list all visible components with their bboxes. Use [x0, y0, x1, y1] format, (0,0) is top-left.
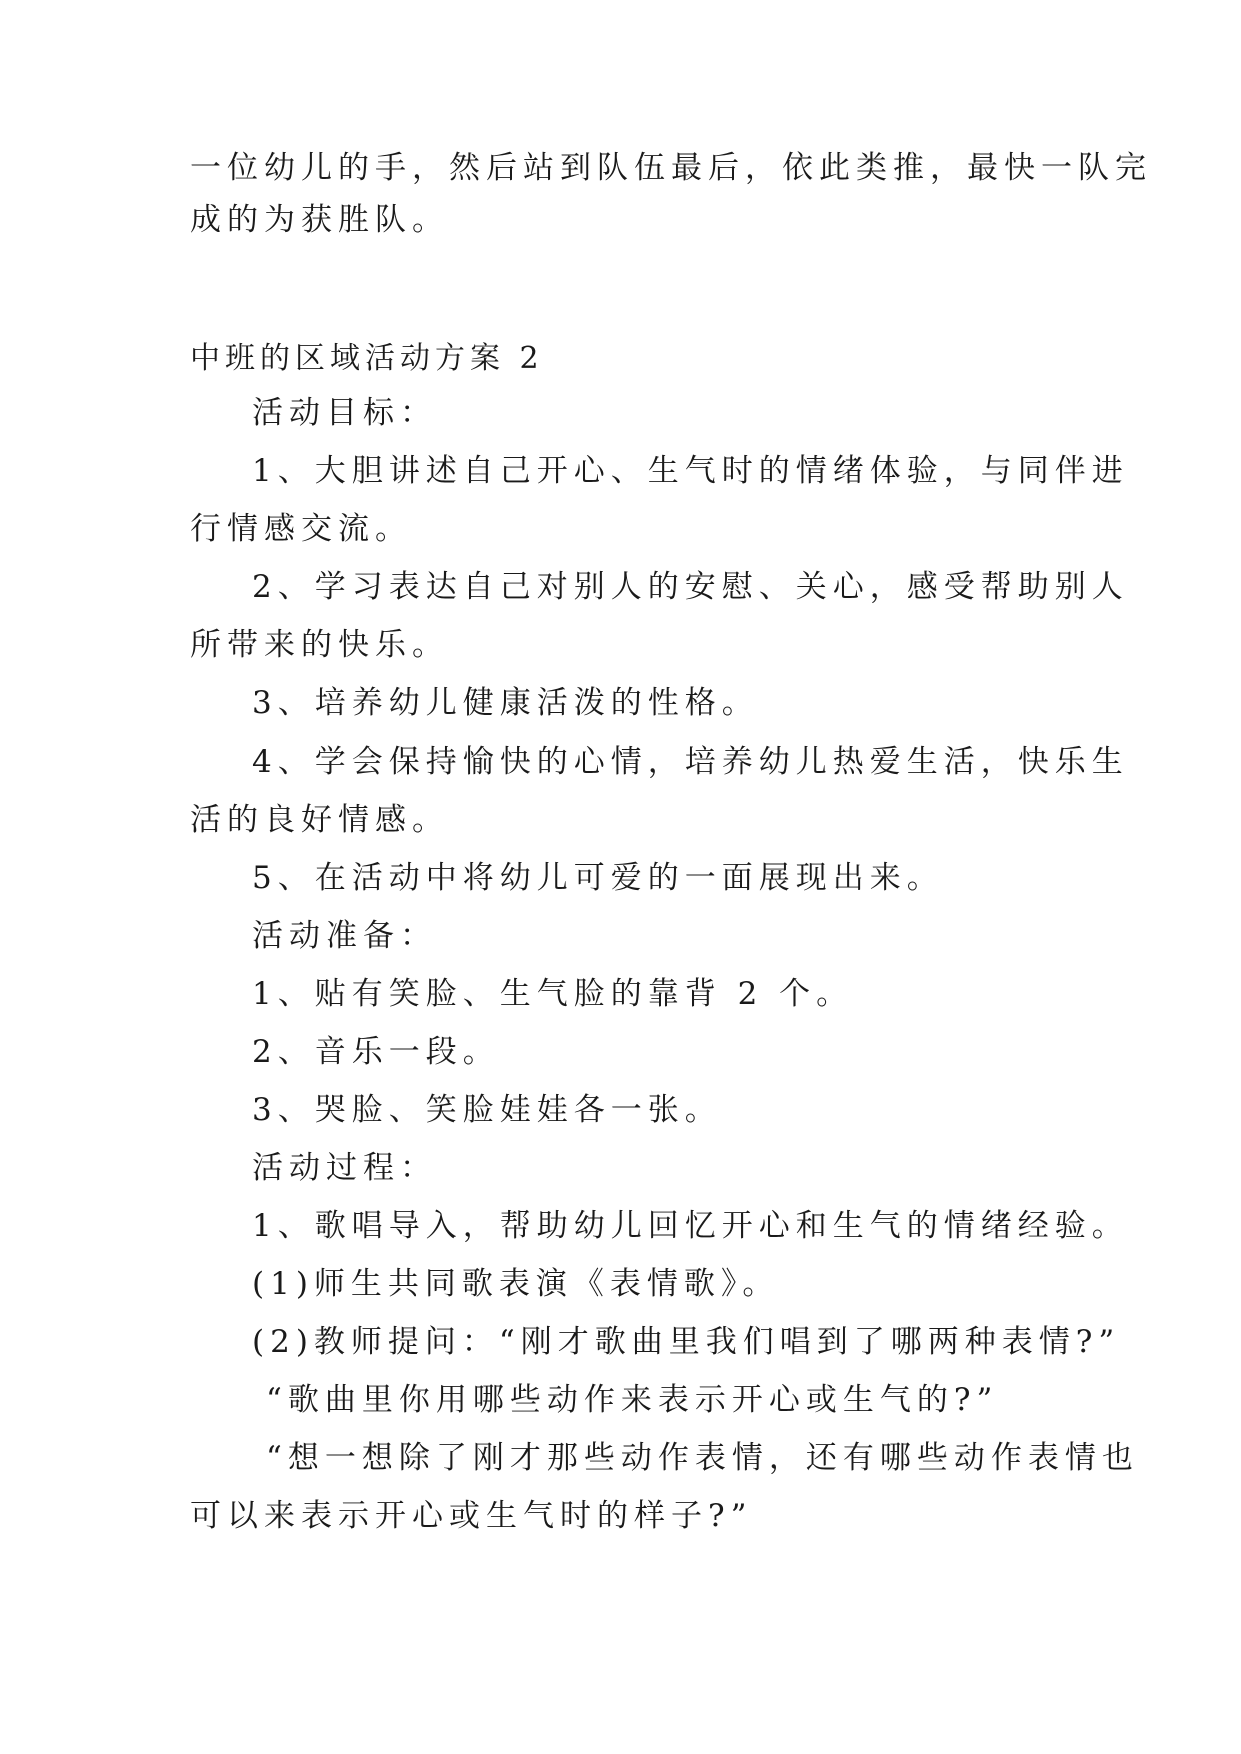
section-title: 中班的区域活动方案 2 [190, 341, 544, 376]
process-sub-2: (2)教师提问：“刚才歌曲里我们唱到了哪两种表情?” [252, 1324, 1121, 1360]
carryover-line-2: 成的为获胜队。 [190, 202, 449, 238]
prep-item-3: 3、哭脸、笑脸娃娃各一张。 [252, 1092, 722, 1128]
goal-2-line-2: 所带来的快乐。 [190, 627, 449, 663]
goal-3: 3、培养幼儿健康活泼的性格。 [252, 685, 759, 721]
process-question-3-line-1: “想一想除了刚才那些动作表情，还有哪些动作表情也 [266, 1440, 1139, 1476]
process-question-2: “歌曲里你用哪些动作来表示开心或生气的?” [266, 1382, 999, 1418]
prep-item-1: 1、贴有笑脸、生气脸的靠背 2 个。 [252, 976, 854, 1012]
goal-5: 5、在活动中将幼儿可爱的一面展现出来。 [252, 860, 944, 896]
goal-1-line-2: 行情感交流。 [190, 511, 412, 547]
process-heading: 活动过程： [252, 1150, 437, 1186]
carryover-line-1: 一位幼儿的手，然后站到队伍最后，依此类推，最快一队完 [190, 150, 1152, 186]
process-question-3-line-2: 可以来表示开心或生气时的样子?” [190, 1498, 753, 1534]
goal-2-line-1: 2、学习表达自己对别人的安慰、关心，感受帮助别人 [252, 569, 1129, 605]
process-step-1: 1、歌唱导入，帮助幼儿回忆开心和生气的情绪经验。 [252, 1208, 1129, 1244]
goal-1-line-1: 1、大胆讲述自己开心、生气时的情绪体验，与同伴进 [252, 453, 1129, 489]
goal-4-line-1: 4、学会保持愉快的心情，培养幼儿热爱生活，快乐生 [252, 744, 1129, 780]
prep-item-2: 2、音乐一段。 [252, 1034, 500, 1070]
prep-heading: 活动准备： [252, 918, 437, 954]
goal-4-line-2: 活的良好情感。 [190, 802, 449, 838]
process-sub-1: (1)师生共同歌表演《表情歌》。 [252, 1266, 780, 1302]
goals-heading: 活动目标： [252, 395, 437, 431]
